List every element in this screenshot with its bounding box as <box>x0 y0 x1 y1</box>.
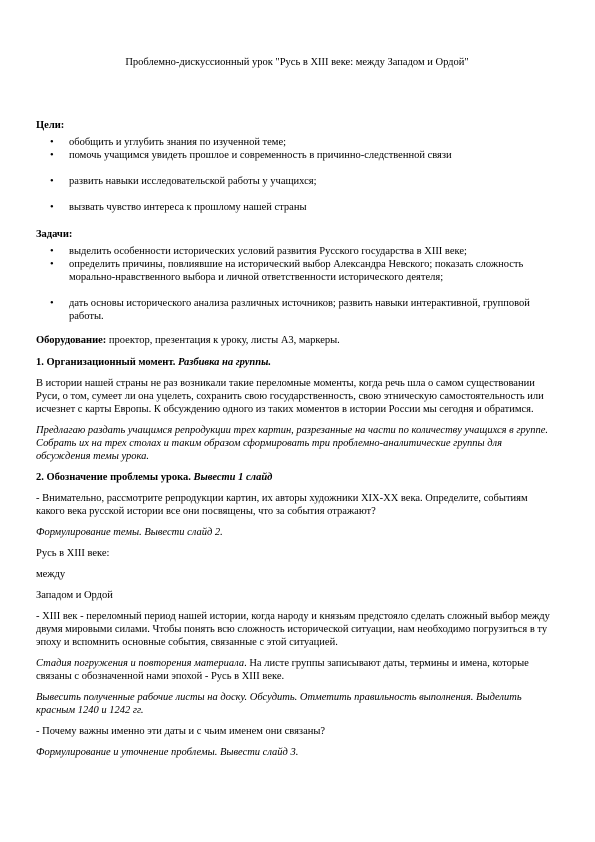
document-title: Проблемно-дискуссионный урок "Русь в XIII веке: между Западом и Ордой" <box>125 57 469 68</box>
section2-paragraph <box>36 657 558 683</box>
section1-heading-italic: Разбивка на группы. <box>177 357 271 368</box>
section2-paragraph: Русь в XIII веке: <box>36 548 110 559</box>
list-item <box>36 136 558 149</box>
list-item <box>36 149 558 162</box>
equipment-paragraph <box>36 334 558 347</box>
section2-paragraph: Западом и Ордой <box>36 590 113 601</box>
tasks-heading: Задачи: <box>36 229 73 240</box>
section2-instruction: Вывесить полученные рабочие листы на доску. Обсудить. Отметить правильность выполнения. Выделить красным 1240 и 1242 гг. <box>36 692 522 716</box>
section1-paragraph: В истории нашей страны не раз возникали такие переломные моменты, когда речь шла о самом существовании Руси, о том, сумеет ли она уцелеть, сохранить свою государственность, свою этническую самостоятельность или исчезнет с карты Европы. К обсуждению одного из таких моментов в истории России мы сегодня и обратимся. <box>36 378 544 415</box>
list-item <box>36 297 558 323</box>
section1-heading <box>36 356 558 369</box>
list-item <box>36 201 558 214</box>
document-content <box>36 56 558 759</box>
list-item-text: выделить особенности исторических условий развития Русского государства в XIII веке; <box>69 246 467 257</box>
section2-paragraph: между <box>36 569 66 580</box>
bullet-icon: • <box>50 137 54 148</box>
list-item <box>36 175 558 188</box>
bullet-icon: • <box>50 259 54 270</box>
section2-stage-text: . На листе группы записывают даты, термины и имена, которые связаны с обозначенной нами эпохой - Русь в XIII веке. <box>36 658 529 682</box>
section2-paragraph: - Почему важны именно эти даты и с чьим именем они связаны? <box>36 726 326 737</box>
list-item-text: обобщить и углубить знания по изученной теме; <box>69 137 287 148</box>
section1-instruction: Предлагаю раздать учащимся репродукции трех картин, разрезанные на части по количеству учащихся в группе. Собрать их на трех столах и таким образом сформировать три проблемно-аналитические группы для обсуждения темы урока. <box>36 425 548 462</box>
section2-instruction: Формулирование и уточнение проблемы. Вывести слайд 3. <box>36 747 299 758</box>
section2-stage-italic: Стадия погружения и повторения материала <box>36 658 245 669</box>
bullet-icon: • <box>50 298 54 309</box>
tasks-list <box>36 245 558 323</box>
bullet-icon: • <box>50 246 54 257</box>
list-item-text: определить причины, повлиявшие на исторический выбор Александра Невского; показать сложность морально-нравственного выбора и личной ответственности исторического деятеля; <box>69 259 524 283</box>
section2-instruction: Формулирование темы. Вывести слайд 2. <box>36 527 223 538</box>
equipment-text: проектор, презентация к уроку, листы А3, маркеры. <box>106 335 340 346</box>
bullet-icon: • <box>50 202 54 213</box>
section2-heading-italic: Вывести 1 слайд <box>193 472 273 483</box>
list-item-text: помочь учащимся увидеть прошлое и современность в причинно-следственной связи <box>69 150 452 161</box>
goals-heading: Цели: <box>36 120 65 131</box>
section2-paragraph: - Внимательно, рассмотрите репродукции картин, их авторы художники XIX-XX века. Определите, событиям какого века русской истории все они посвящены, что за события отражают? <box>36 493 528 517</box>
bullet-icon: • <box>50 150 54 161</box>
list-item-text: дать основы исторического анализа различных источников; развить навыки интерактивной, групповой работы. <box>69 298 530 322</box>
section2-heading <box>36 471 558 484</box>
list-item <box>36 245 558 258</box>
list-item-text: развить навыки исследовательской работы у учащихся; <box>69 176 317 187</box>
section2-paragraph: - XIII век - переломный период нашей истории, когда народу и князьям предстояло сделать сложный выбор между двумя мировыми силами. Чтобы понять всю сложность исторической ситуации, нам необходимо погрузиться в ту эпоху и вспомнить основные события, связанные с этой ситуацией. <box>36 611 550 648</box>
section2-heading-text: 2. Обозначение проблемы урока. <box>36 472 194 483</box>
equipment-label: Оборудование: <box>36 335 107 346</box>
section1-heading-text: 1. Организационный момент. <box>36 357 178 368</box>
list-item-text: вызвать чувство интереса к прошлому нашей страны <box>69 202 307 213</box>
bullet-icon: • <box>50 176 54 187</box>
goals-list <box>36 136 558 214</box>
list-item <box>36 258 558 284</box>
